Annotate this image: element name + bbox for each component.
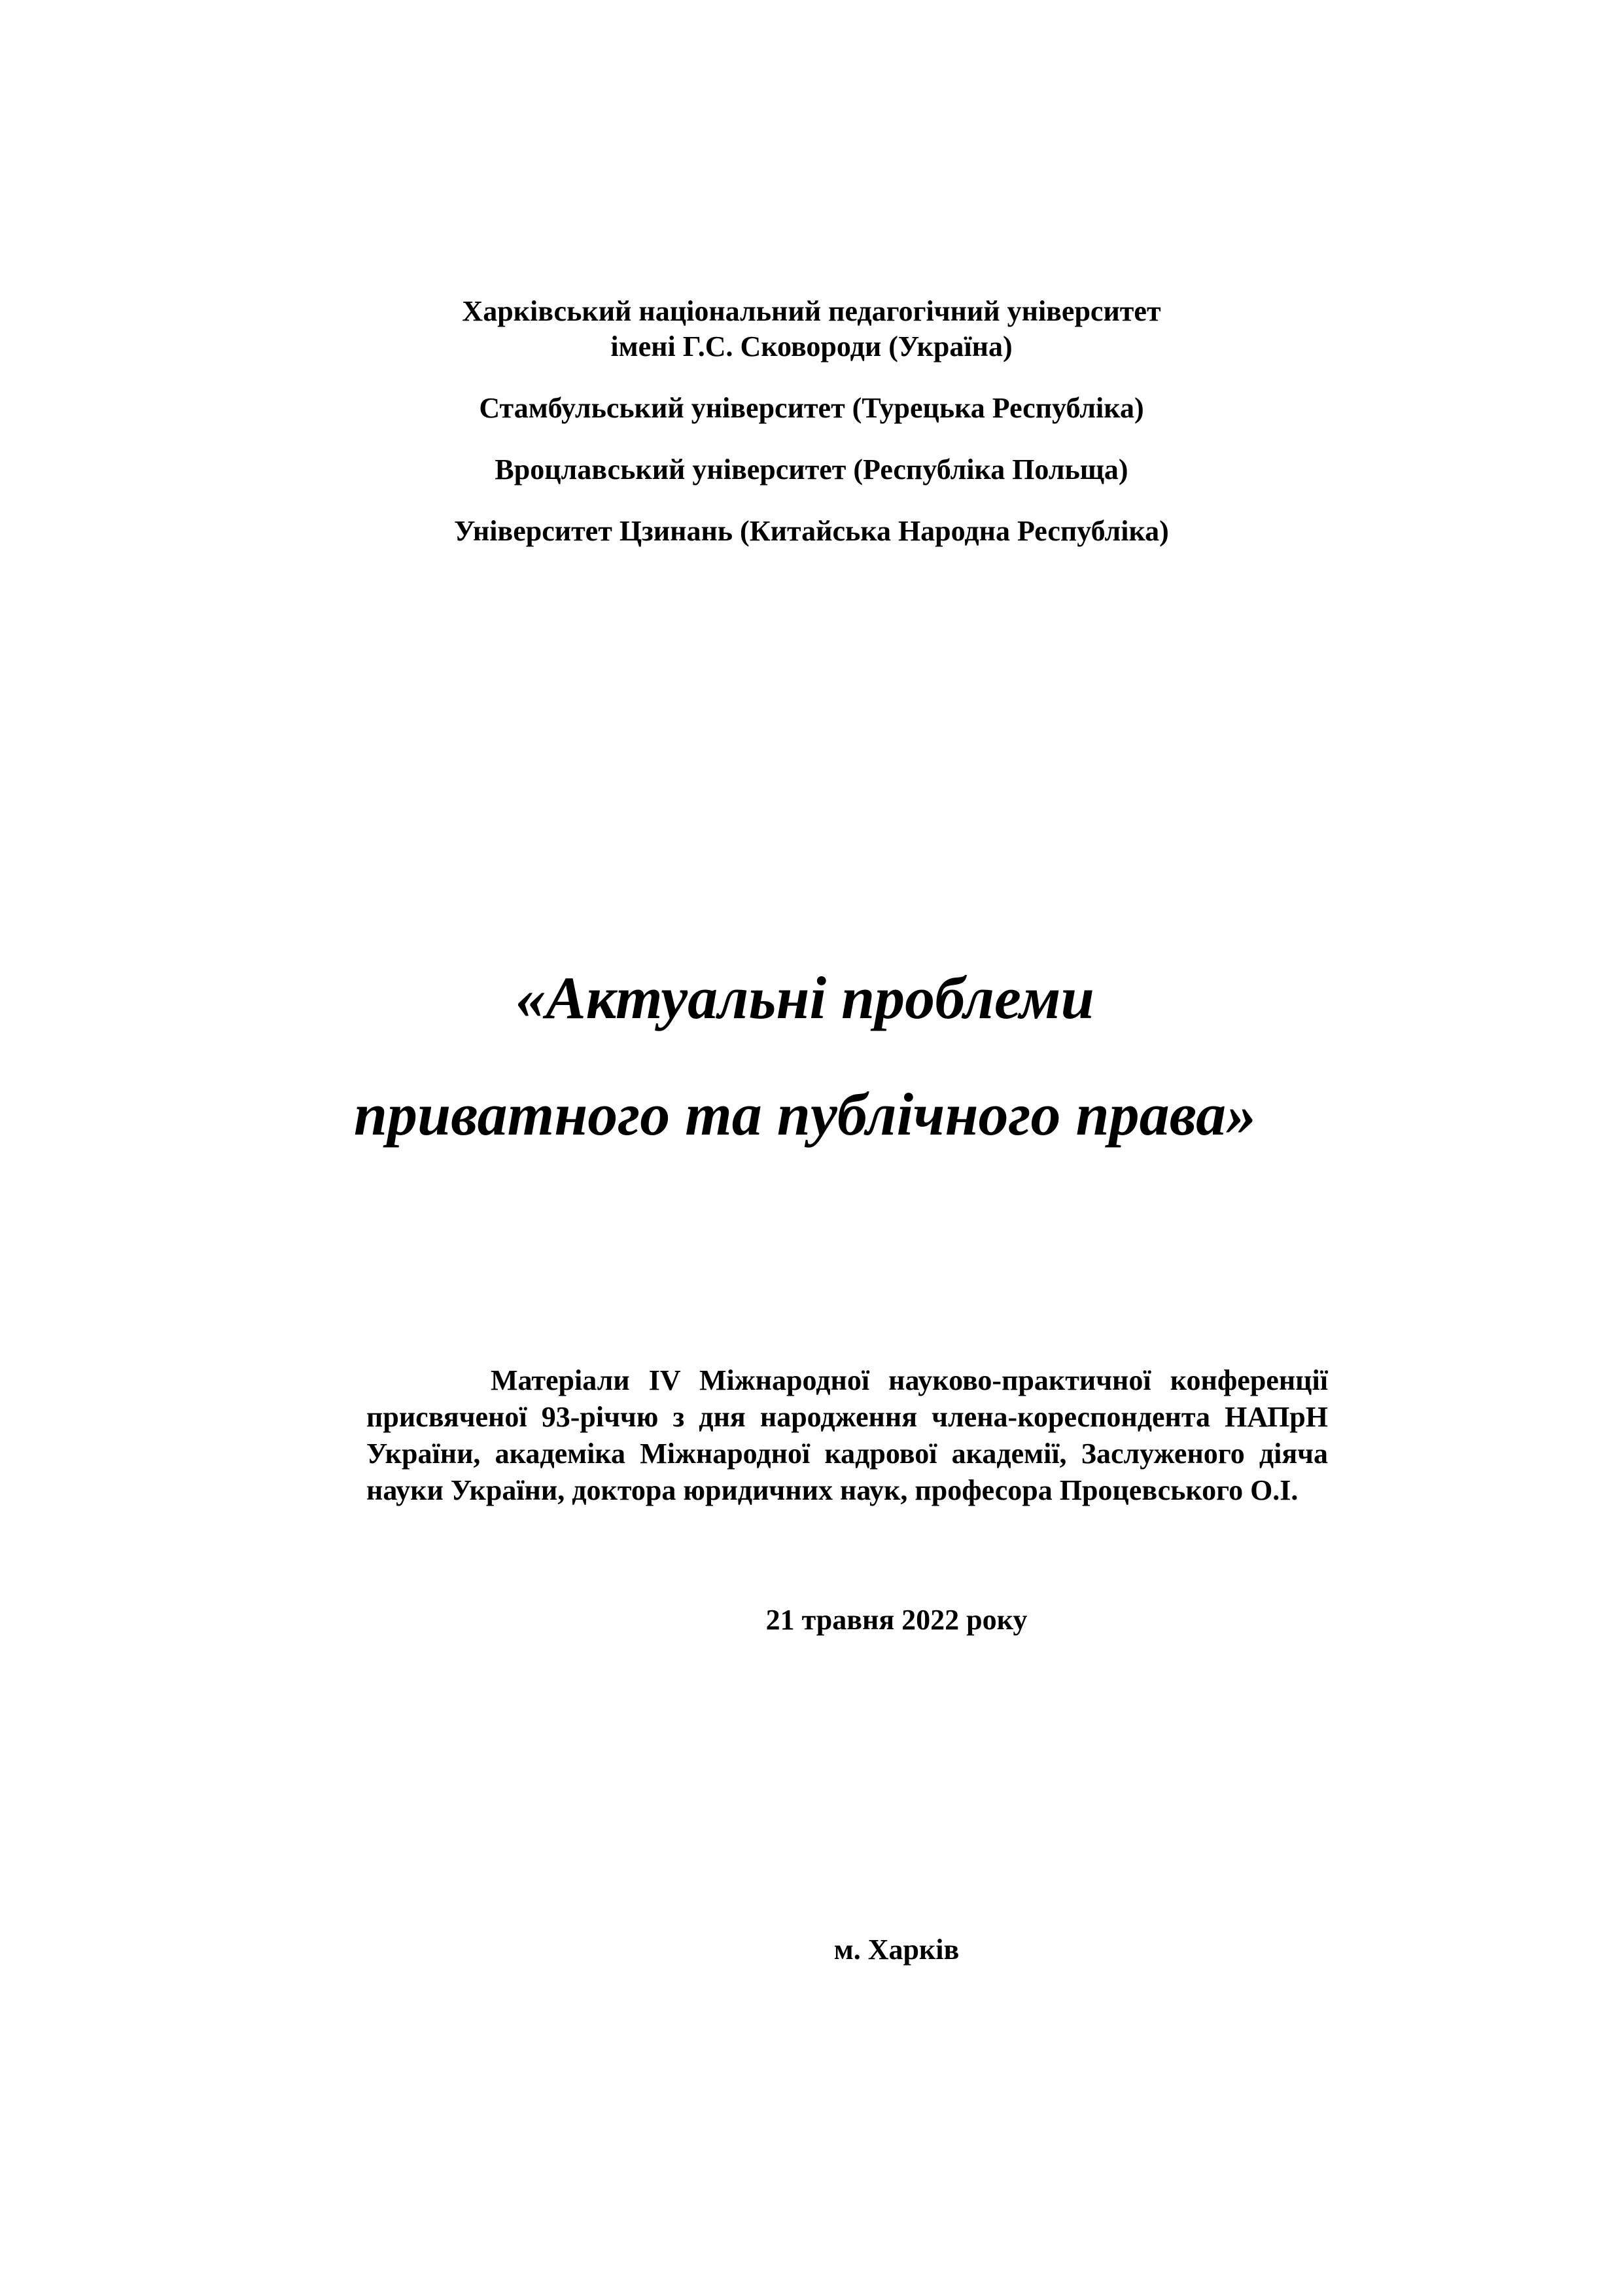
institution-line-3: Стамбульський університет (Турецька Республіка) [479, 392, 1144, 424]
conference-title-line-1: «Актуальні проблеми [515, 964, 1094, 1031]
institution-line-2: імені Г.С. Сковороди (Україна) [610, 330, 1013, 362]
conference-title-line-2: приватного та публічного права» [353, 1081, 1257, 1148]
institution-line-4: Вроцлавський університет (Республіка Польща) [495, 453, 1128, 486]
institution-line-5: Університет Цзинань (Китайська Народна Республіка) [454, 515, 1169, 547]
institution-line-1: Харківський національний педагогічний університет [462, 295, 1161, 327]
publication-city: м. Харків [833, 1934, 960, 1966]
materials-description: Матеріали IV Міжнародної науково-практичної конференції присвяченої 93-річчю з дня народження члена-кореспондента НАПрН України, академіка Міжнародної кадрової академії, Заслуженого діяча науки України, доктора юридичних наук, професора Процевського О.І. [366, 1364, 1328, 1506]
conference-date: 21 травня 2022 року [765, 1604, 1028, 1636]
